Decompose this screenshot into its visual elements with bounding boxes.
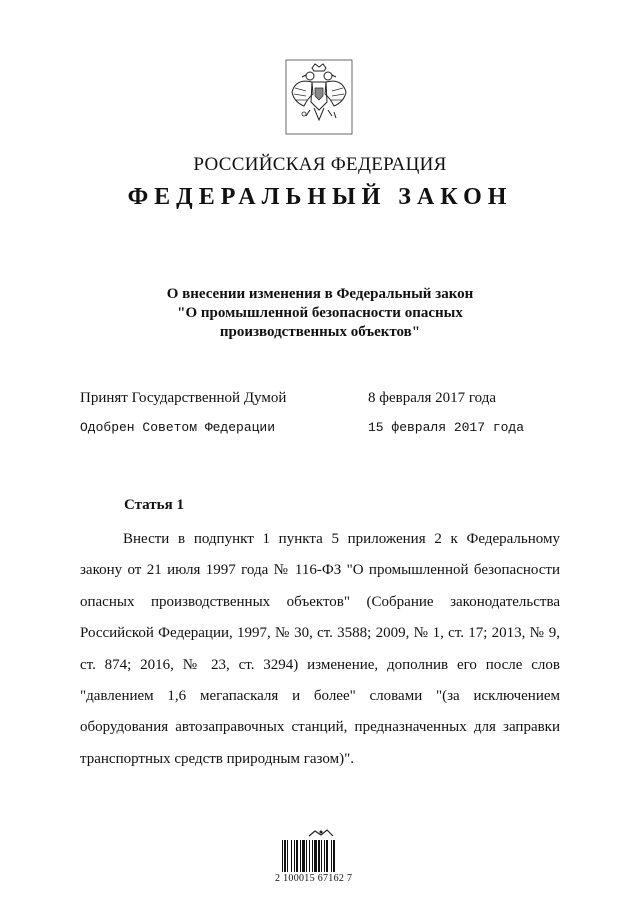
council-date: 15 февраля 2017 года bbox=[368, 420, 525, 435]
law-title-line: "О промышленной безопасности опасных bbox=[177, 305, 463, 321]
article-text: Внести в подпункт 1 пункта 5 приложения 2 к Федеральному закону от 21 июля 1997 года № 116-ФЗ "О промышленной безопасности опасных производственных объектов" (Собрание законодательства Российской Федерации, 1997, № 30, ст. 3588; 2009, № 1, ст. 17; 2013, № 9, ст. 874; 2016, № 23, ст. 3294) изменение, дополнив его после слов "давлением 1,6 мегапаскаля и более" словами "(за исключением оборудования автозаправочных станций, предназначенных для заправки транспортных средств природным газом)". bbox=[80, 531, 560, 767]
document-type: ФЕДЕРАЛЬНЫЙ ЗАКОН bbox=[127, 184, 513, 210]
barcode-number: 2 100015 67162 7 bbox=[275, 873, 353, 884]
council-label: Одобрен Советом Федерации bbox=[80, 420, 276, 435]
law-title bbox=[100, 285, 540, 342]
article-heading: Статья 1 bbox=[124, 497, 184, 513]
law-title-line: производственных объектов" bbox=[219, 324, 421, 340]
stamp-mark-icon bbox=[301, 828, 341, 838]
country-name: РОССИЙСКАЯ ФЕДЕРАЦИЯ bbox=[193, 154, 447, 175]
barcode bbox=[275, 828, 361, 888]
barcode-icon bbox=[281, 840, 361, 872]
law-title-line: О внесении изменения в Федеральный закон bbox=[166, 286, 474, 302]
duma-label: Принят Государственной Думой bbox=[80, 390, 287, 406]
duma-date: 8 февраля 2017 года bbox=[368, 390, 497, 406]
coat-of-arms-icon bbox=[282, 58, 356, 136]
